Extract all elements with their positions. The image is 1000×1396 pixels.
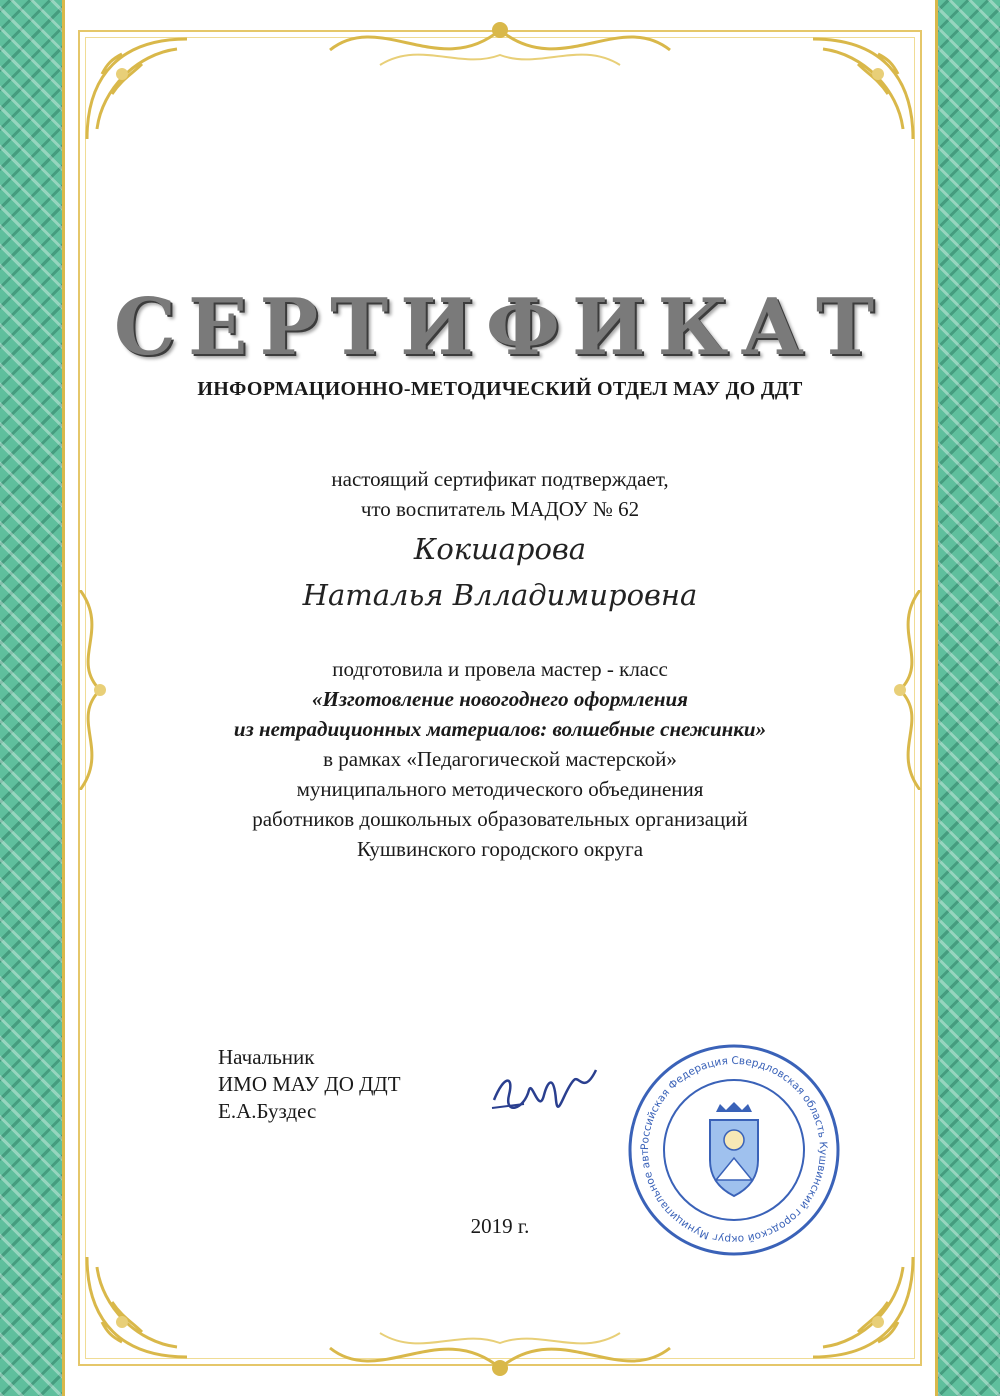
recipient-name-block xyxy=(0,526,1000,618)
context-line-2: муниципального методического объединения xyxy=(296,777,704,801)
context-line-4: Кушвинского городского округа xyxy=(356,837,644,861)
recipient-given-names: Наталья Влладимировна xyxy=(302,578,698,612)
confirmation-block xyxy=(0,464,1000,524)
corner-ornament-bottom-left xyxy=(82,1252,192,1362)
signatory-position: Начальник xyxy=(218,1045,315,1069)
seal-text: Российская Федерация Свердловская область Кушвинский городской округ Муниципальное авт xyxy=(638,1054,830,1246)
corner-ornament-bottom-right xyxy=(808,1252,918,1362)
achievement-block xyxy=(0,654,1000,864)
topic-line-1: «Изготовление новогоднего оформления xyxy=(312,687,688,711)
certificate-title: СЕРТИФИКАТ xyxy=(113,282,887,373)
confirm-line-2: что воспитатель МАДОУ № 62 xyxy=(360,497,640,521)
context-line-1: в рамках «Педагогической мастерской» xyxy=(323,747,677,771)
certificate-year: 2019 г. xyxy=(470,1214,530,1238)
signatory-block xyxy=(218,1044,401,1125)
signatory-name: Е.А.Буздес xyxy=(218,1099,317,1123)
action-line: подготовила и провела мастер - класс xyxy=(332,657,668,681)
recipient-surname: Кокшарова xyxy=(413,532,587,566)
signatory-department: ИМО МАУ ДО ДДТ xyxy=(218,1072,401,1096)
confirm-line-1: настоящий сертификат подтверждает, xyxy=(331,467,669,491)
topic-line-2: из нетрадиционных материалов: волшебные снежинки» xyxy=(233,717,767,741)
issuer-heading: ИНФОРМАЦИОННО-МЕТОДИЧЕСКИЙ ОТДЕЛ МАУ ДО ДДТ xyxy=(197,378,803,400)
handwritten-signature xyxy=(484,1060,604,1135)
context-line-3: работников дошкольных образовательных организаций xyxy=(252,807,748,831)
corner-ornament-top-left xyxy=(82,34,192,144)
top-center-ornament xyxy=(320,10,680,90)
bottom-center-ornament xyxy=(320,1308,680,1388)
corner-ornament-top-right xyxy=(808,34,918,144)
